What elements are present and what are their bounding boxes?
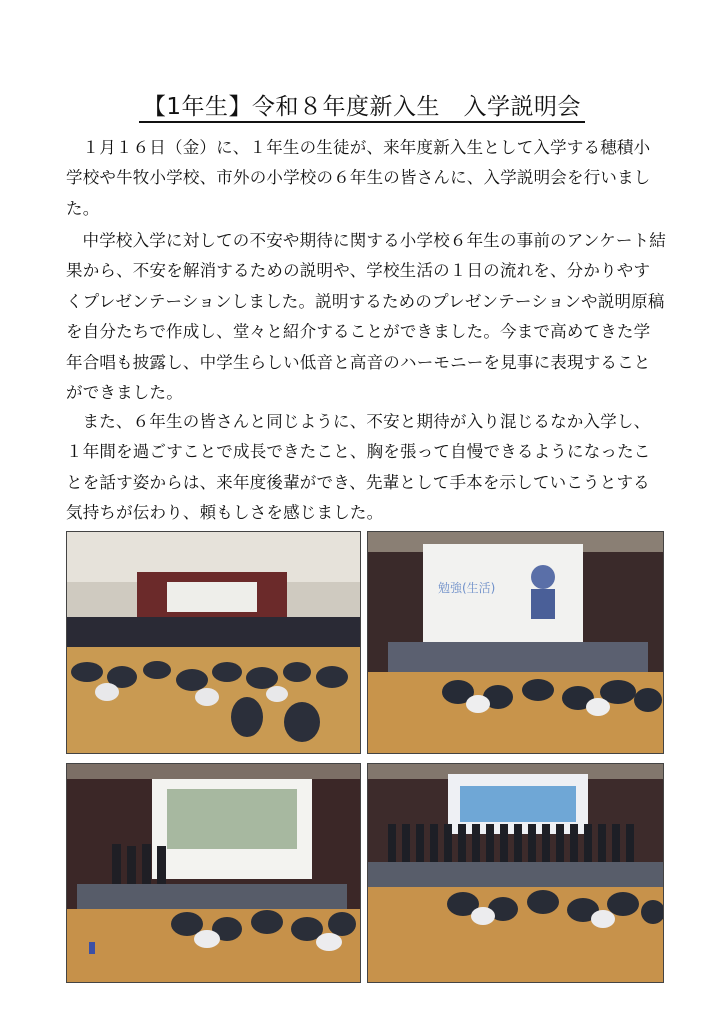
paragraph-2: 中学校入学に対しての不安や期待に関する小学校６年生の事前のアンケート結果から、不安を解消するための説明や、学校生活の１日の流れを、分かりやすくプレゼンテーションしました。説明するためのプレゼンテーションや説明原稿を自分たちで作成し、堂々と紹介することができました。今まで高めてきた学年合唱も披露し、中学生らしい低音と高音のハーモニーを見事に表現することができました。 [66,231,667,403]
paragraph-3: また、６年生の皆さんと同じように、不安と期待が入り混じるなか入学し、１年間を過ごすことで成長できたこと、胸を張って自慢できるようになったことを話す姿からは、来年度後輩ができ、先輩として手本を示していこうとする気持ちが伝わり、頼もしさを感じました。 [66,412,651,523]
photo-choir-performance [66,531,361,754]
photo-student-presenters [66,763,361,983]
paragraph-1: １月１６日（金）に、１年生の生徒が、来年度新入生として入学する穂積小学校や牛牧小学校、市外の小学校の６年生の皆さんに、入学説明会を行いました。 [66,138,651,218]
photo-students-lineup [367,763,664,983]
slide-text: 勉強(生活) [438,581,496,595]
page-title: 【1年生】令和８年度新入生 入学説明会 [0,92,724,122]
photo-presentation-slide [367,531,664,754]
